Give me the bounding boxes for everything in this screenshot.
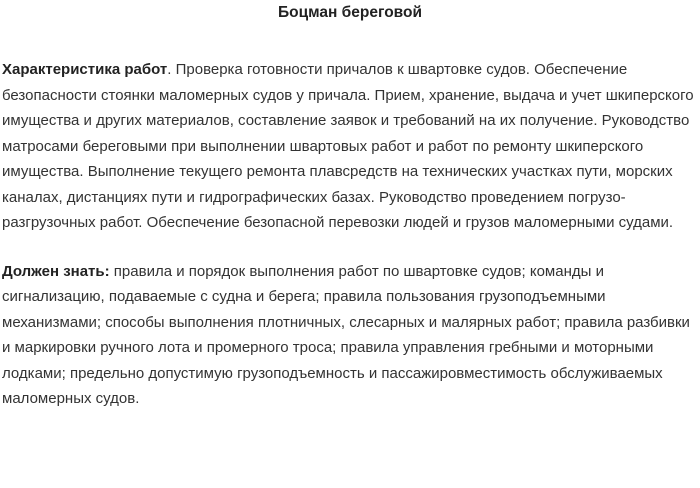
paragraph-characteristics [2, 57, 698, 236]
paragraph-characteristics-lead: Характеристика работ [2, 61, 168, 78]
paragraph-must-know-lead: Должен знать: [2, 262, 110, 280]
paragraph-must-know [2, 259, 698, 412]
paragraph-must-know-body: правила и порядок выполнения работ по швартовке судов; команды и сигнализацию, подаваемые с судна и берега; правила пользования грузоподъемными механизмами; способы выполнения плотничных, слесарных и малярных работ; правила разбивки и маркировки ручного лота и промерного троса; правила управления гребными и моторными лодками; предельно допустимую грузоподъемность и пассажировместимость обслуживаемых маломерных судов. [2, 262, 690, 407]
page-title: Боцман береговой [277, 4, 422, 21]
document-page [0, 3, 700, 488]
paragraph-characteristics-body: . Проверка готовности причалов к швартовке судов. Обеспечение безопасности стоянки маломерных судов у причала. Прием, хранение, выдача и учет шкиперского имущества и других материалов, составление заявок и требований на их получение. Руководство матросами береговыми при выполнении швартовых работ и работ по ремонту шкиперского имущества. Выполнение текущего ремонта плавсредств на технических участках пути, морских каналах, дистанциях пути и гидрографических базах. Руководство проведением погрузо-разгрузочных работ. Обеспечение безопасной перевозки людей и грузов маломерными судами. [2, 61, 694, 231]
